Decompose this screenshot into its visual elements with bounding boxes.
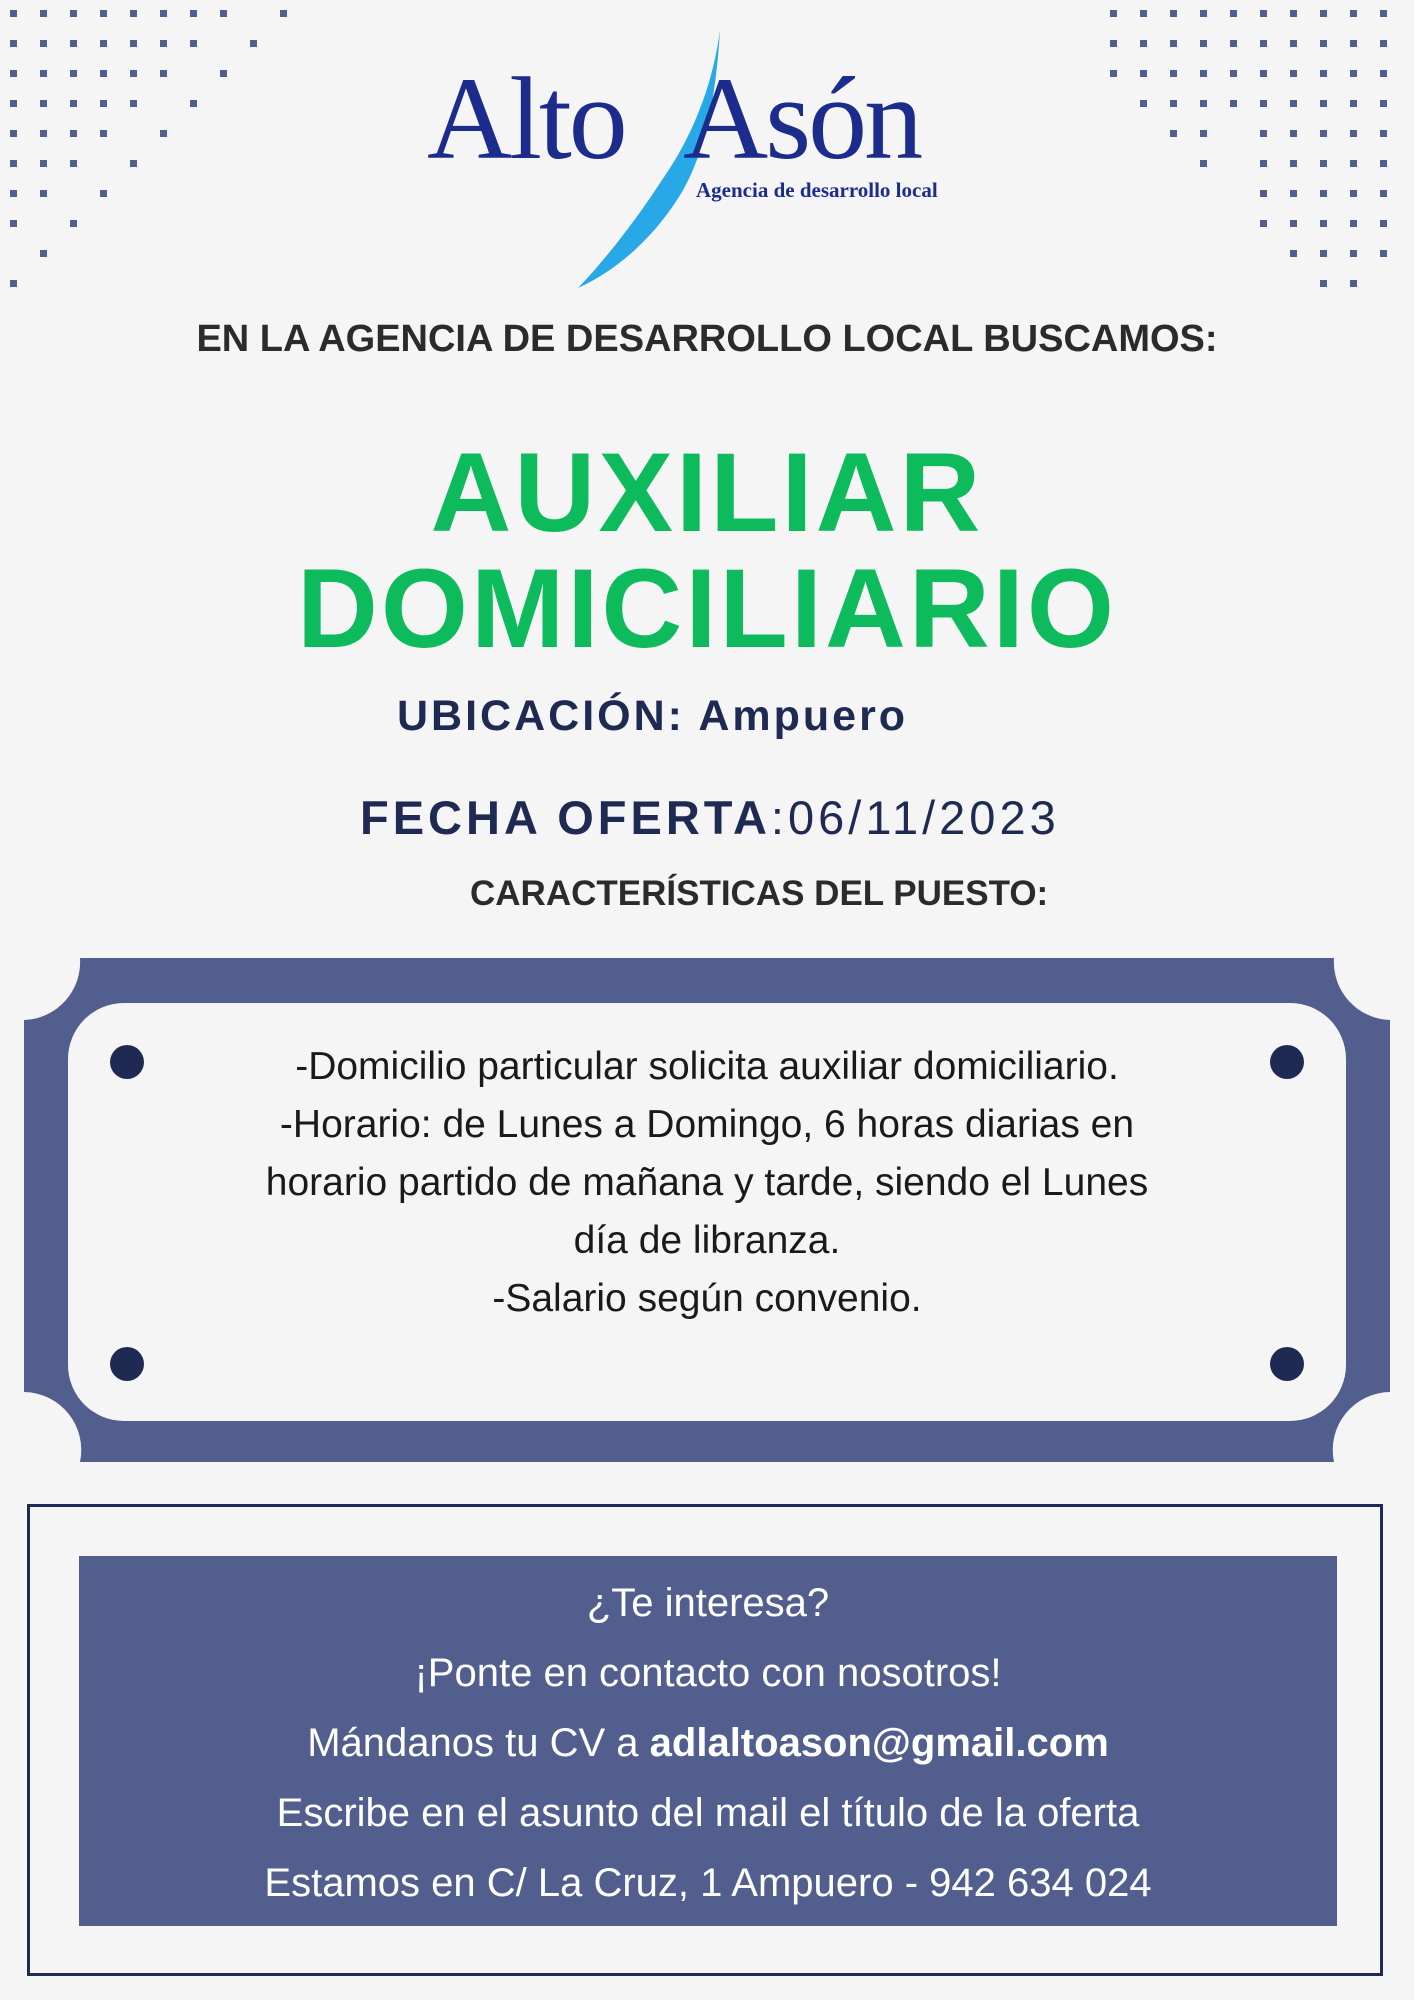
contact-question: ¿Te interesa? [586,1581,830,1625]
logo-word-alto: Alto [427,53,625,184]
contact-address: Estamos en C/ La Cruz, 1 Ampuero - 942 634 024 [264,1861,1152,1905]
logo-tagline: Agencia de desarrollo local [696,178,938,202]
frame-bolt-icon [110,1347,144,1381]
frame-bolt-icon [1270,1045,1304,1079]
contact-invite: ¡Ponte en contacto con nosotros! [414,1651,1002,1695]
job-title-line-1: AUXILIAR [430,430,984,555]
location-value: Ampuero [698,692,909,740]
contact-cv-line [79,1708,1337,1778]
frame-bolt-icon [1270,1347,1304,1381]
offer-date-value: 06/11/2023 [787,791,1060,844]
contact-text [79,1568,1337,1918]
intro-heading: EN LA AGENCIA DE DESARROLLO LOCAL BUSCAMOS: [196,318,1218,360]
location-line [397,692,908,741]
duty-line: horario partido de mañana y tarde, siendo el Lunes [265,1161,1149,1204]
dot-pattern-top-left-icon [0,0,340,340]
duties-list [168,1038,1246,1328]
duty-line: -Salario según convenio. [492,1277,922,1320]
job-title-line-2: DOMICILIARIO [297,546,1117,671]
duty-line: día de libranza. [573,1219,841,1262]
characteristics-heading: CARACTERÍSTICAS DEL PUESTO: [470,874,1049,913]
contact-cv-prefix: Mándanos tu CV a [307,1721,650,1765]
contact-subject-note: Escribe en el asunto del mail el título de la oferta [276,1791,1140,1835]
offer-date-label: FECHA OFERTA [360,791,771,844]
location-label: UBICACIÓN: [397,692,685,740]
duty-line: -Domicilio particular solicita auxiliar domiciliario. [295,1045,1119,1088]
logo-word-ason: Asón [683,53,921,184]
offer-date-separator: : [770,791,788,844]
duty-line: -Horario: de Lunes a Domingo, 6 horas diarias en [279,1103,1135,1146]
contact-email-link[interactable]: adlaltoason@gmail.com [649,1721,1109,1765]
frame-bolt-icon [110,1045,144,1079]
logo [400,20,1020,300]
job-title [0,430,1414,671]
dot-pattern-top-right-icon [1070,0,1414,320]
offer-date-line [360,790,1060,845]
